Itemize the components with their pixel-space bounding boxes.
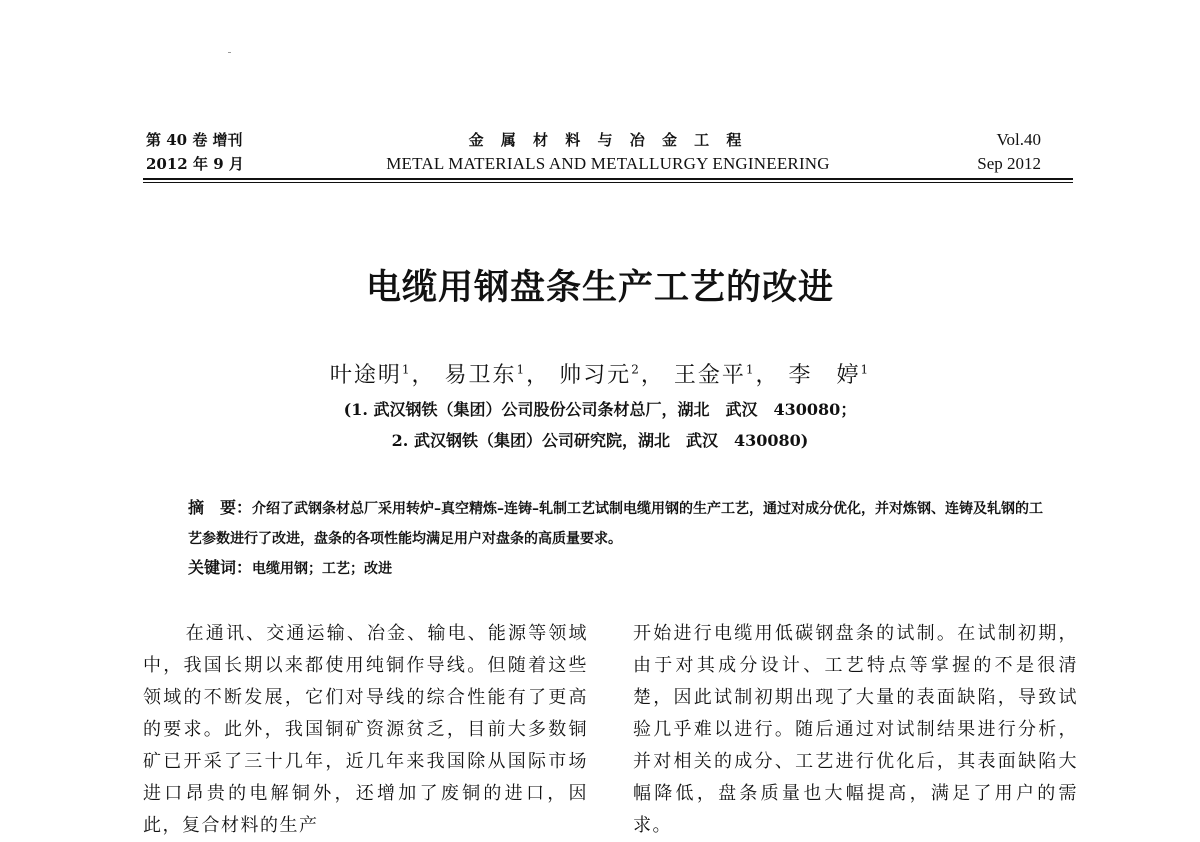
author-list: 叶途明$^1$， 易卫东$^1$， 帅习元$^2$， 王金平$^1$， 李 婷$^1$ [329, 362, 871, 388]
body-text-right: 开始进行电缆用低碳钢盘条的试制。在试制初期，由于对其成分设计、工艺特点等掌握的不是很清楚，因此试制初期出现了大量的表面缺陷，导致试验几乎难以进行。随后通过对试制结果进行分析，并对相关的成分、工艺进行优化后，其表面缺陷大幅降低，盘条质量也大幅提高，满足了用户的需求。 [633, 623, 1078, 836]
volume-cn: 第 40 卷 增刊 [146, 131, 243, 149]
keywords-text: 电缆用钢；工艺；改进 [252, 561, 393, 577]
journal-header [143, 128, 1073, 180]
author-affiliation-mark: 1 [401, 362, 412, 377]
date-cn: 2012 年 9 月 [146, 155, 244, 173]
body-text-left: 在通讯、交通运输、冶金、输电、能源等领域中，我国长期以来都使用纯铜作导线。但随着这些领域的不断发展，它们对导线的综合性能有了更高的要求。此外，我国铜矿资源贫乏，目前大多数铜矿已开采了三十几年，近几年来我国除从国际市场进口昂贵的电解铜外，还增加了废铜的进口，因此，复合材料的生产 [143, 623, 588, 836]
body-column-right [633, 618, 1078, 842]
header-center [143, 128, 1073, 176]
header-rule-thin [143, 182, 1073, 183]
abstract-text: 介绍了武钢条材总厂采用转炉–真空精炼–连铸–轧制工艺试制电缆用钢的生产工艺，通过对成分优化，并对炼钢、连铸及轧钢的工艺参数进行了改进，盘条的各项性能均满足用户对盘条的高质量要求。 [188, 501, 1044, 547]
abstract [188, 493, 1048, 554]
abstract-label: 摘 要： [188, 498, 253, 517]
scan-speck [228, 52, 231, 53]
journal-name-cn: 金 属 材 料 与 冶 金 工 程 [468, 131, 748, 149]
author-affiliation-mark: 1 [745, 362, 756, 377]
date-en: Sep 2012 [977, 154, 1041, 173]
keywords-label: 关键词： [188, 558, 253, 577]
author-affiliation-mark: 2 [631, 362, 641, 377]
author-name: 李 婷 [788, 363, 861, 388]
header-rule-thick [143, 178, 1073, 180]
volume-en: Vol.40 [996, 130, 1041, 149]
affiliation-1: (1. 武汉钢铁（集团）公司股份公司条材总厂，湖北 武汉 430080； [343, 400, 857, 419]
keywords [188, 553, 392, 584]
author-affiliation-mark: 1 [860, 362, 871, 377]
article-title: 电缆用钢盘条生产工艺的改进 [365, 268, 834, 308]
header-right [977, 128, 1041, 176]
author-affiliation-mark: 1 [516, 362, 527, 377]
body-column-left [143, 618, 588, 842]
author-name: 叶途明 [329, 363, 402, 388]
affiliation-2: 2. 武汉钢铁（集团）公司研究院，湖北 武汉 430080) [391, 431, 809, 450]
journal-name-en: METAL MATERIALS AND METALLURGY ENGINEERING [386, 154, 830, 173]
author-name: 易卫东 [444, 363, 517, 388]
author-name: 帅习元 [559, 363, 632, 388]
author-name: 王金平 [673, 363, 746, 388]
